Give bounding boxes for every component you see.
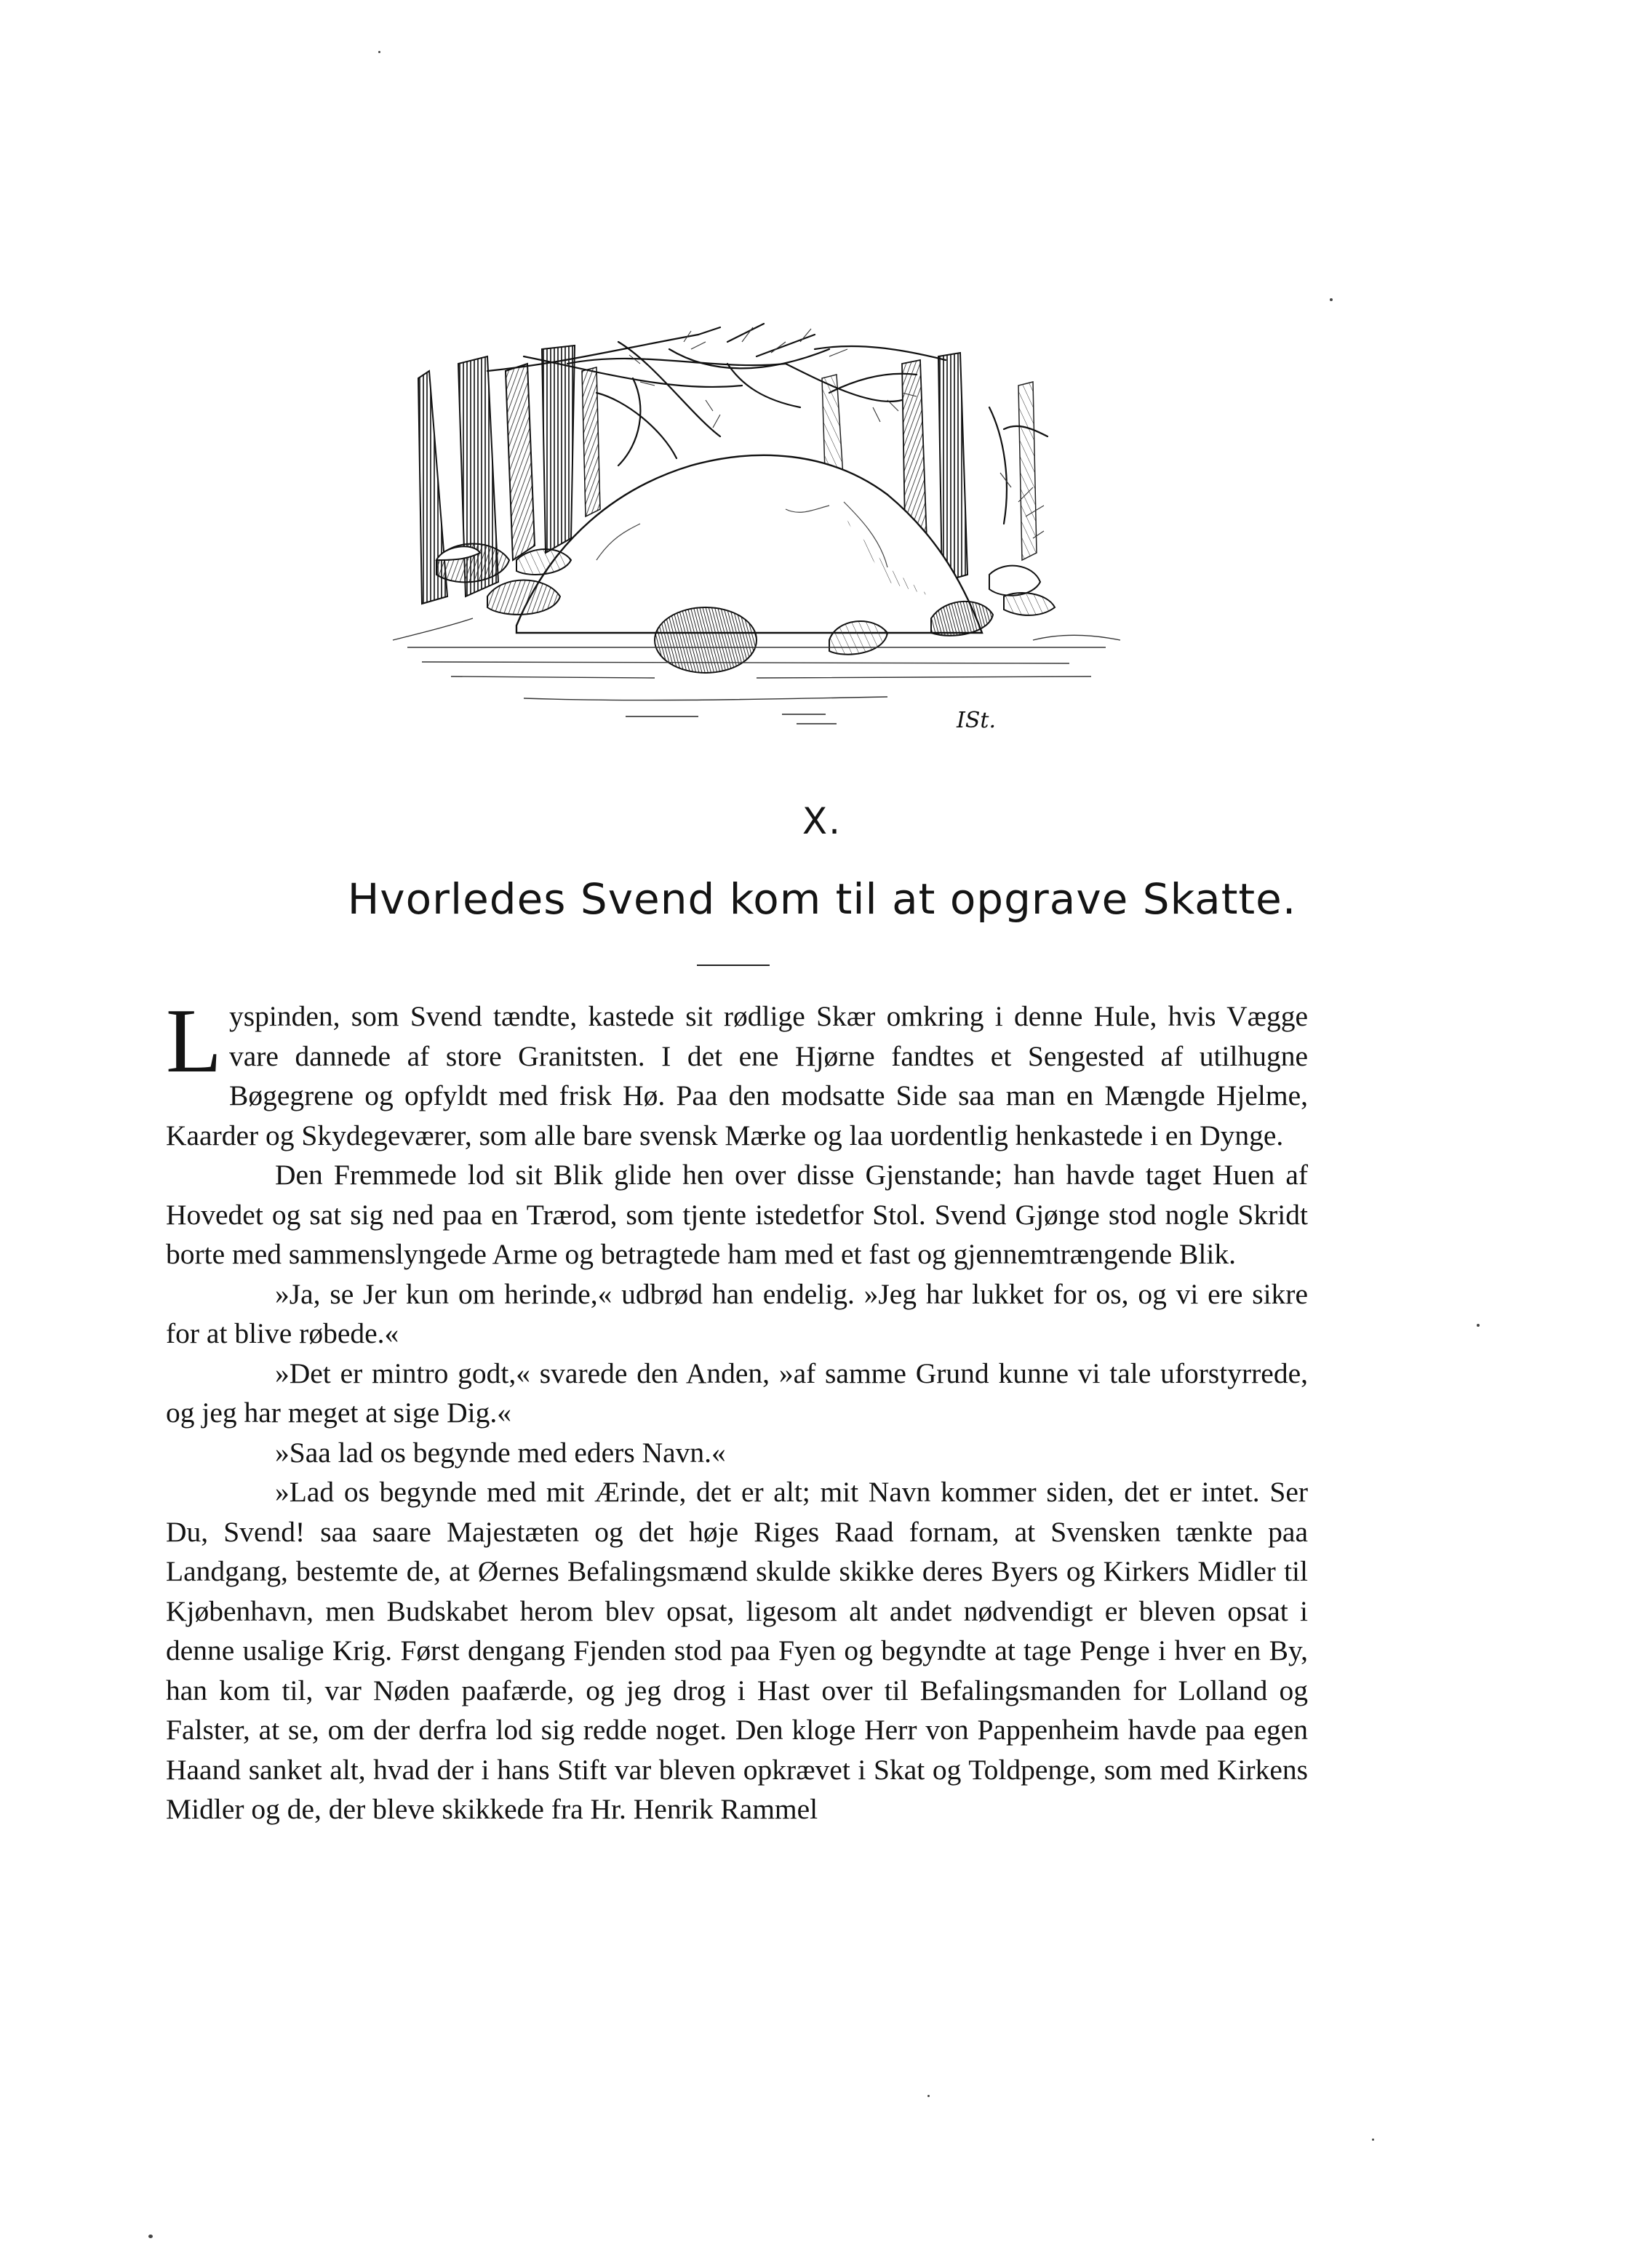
ground-dashes <box>626 714 837 724</box>
print-speck <box>378 51 380 53</box>
print-speck <box>1330 298 1333 301</box>
dolmen-forest-drawing <box>378 320 1135 756</box>
paragraph-text: yspinden, som Svend tændte, kastede sit rødlige Skær omkring i denne Hule, hvis Vægge vare dannede af store Granitsten. I det ene Hjørne fandtes et Sengested af utilhugne Bøgegrene og opfyldt med frisk Hø. Paa den modsatte Side saa man en Mængde Hjelme, Kaarder og Skydegeværer, som alle bare svensk Mærke og laa uordentlig henkastede i en Dynge. <box>166 1000 1308 1151</box>
paragraph <box>166 991 1308 1155</box>
chapter-vignette-illustration <box>378 320 1135 756</box>
paragraph: Den Fremmede lod sit Blik glide hen over disse Gjenstande; han havde taget Huen af Hovedet og sat sig ned paa en Trærod, som tjente istedetfor Stol. Svend Gjønge stod nogle Skridt borte med sammenslyngede Arme og betragtede ham med et fast og gjennemtrængende Blik. <box>166 1159 1308 1270</box>
title-divider-rule <box>697 965 770 966</box>
drop-cap-initial: L <box>166 991 222 1092</box>
print-speck <box>927 2095 930 2097</box>
print-speck <box>148 2235 153 2238</box>
chapter-title: Hvorledes Svend kom til at opgrave Skatte. <box>347 874 1297 924</box>
chapter-number: X. <box>802 800 842 842</box>
artist-signature: ISt. <box>957 708 996 733</box>
print-speck <box>1372 2139 1374 2141</box>
paragraph: »Lad os begynde med mit Ærinde, det er alt; mit Navn kommer siden, det er intet. Ser Du, Svend! saa saare Majestæten og det høje Riges Raad fornam, at Svensken tænkte paa Landgang, bestemte de, at Øernes Befalingsmænd skulde skikke deres Byers og Kirkers Midler til Kjøbenhavn, men Budskabet herom blev opsat, ligesom alt andet nødvendigt er bleven opsat i denne usalige Krig. Først dengang Fjenden stod paa Fyen og begyndte at tage Penge i hver en By, han kom til, var Nøden paafærde, og jeg drog i Hast over til Befalingsmanden for Lolland og Falster, at se, om der derfra lod sig redde noget. Den kloge Herr von Pappenheim havde paa egen Haand sanket alt, hvad der i hans Stift var bleven opkrævet i Skat og Toldpenge, som med Kirkens Midler og de, der bleve skikkede fra Hr. Henrik Rammel <box>166 1476 1308 1825</box>
paragraph: »Det er mintro godt,« svarede den Anden, »af samme Grund kunne vi tale uforstyrrede, og jeg har meget at sige Dig.« <box>166 1357 1308 1429</box>
print-speck <box>1477 1324 1480 1327</box>
chapter-body-text <box>166 991 1308 1829</box>
paragraph: »Saa lad os begynde med eders Navn.« <box>275 1436 726 1469</box>
paragraph: »Ja, se Jer kun om herinde,« udbrød han endelig. »Jeg har lukket for os, og vi ere sikre for at blive røbede.« <box>166 1277 1308 1349</box>
